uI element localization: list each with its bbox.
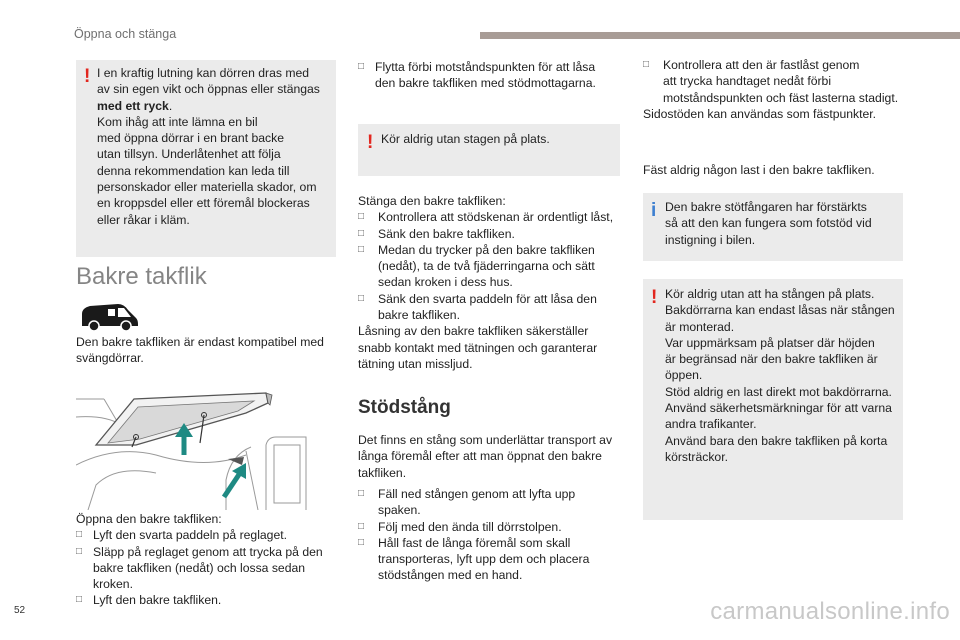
warning-text-col3: Kör aldrig utan att ha stången på plats. Bakdörrarna kan endast låsas när stången är monterad. Var uppmärksam på platser där höjden är begränsad när den bakre takfliken är öppen. Stöd aldrig en last direkt mot bakdörrarna. Använd säkerhetsmärkningar för att varna andra trafikanter. Använd bara den bakre takfliken på korta körsträckor. xyxy=(665,287,895,464)
list-item-text: Medan du trycker på den bakre takfliken (nedåt), ta de två fjäderringarna och sätt sedan kroken i dess hus. xyxy=(378,242,595,290)
checkbox-icon: □ xyxy=(76,594,83,606)
list-item-text: Sänk den bakre takfliken. xyxy=(378,226,515,241)
info-icon: i xyxy=(651,200,657,221)
list-item xyxy=(358,486,628,519)
info-text: Den bakre stötfångaren har förstärkts så att den kan fungera som fotstöd vid instigning i bilen. xyxy=(665,200,872,247)
list-item-text: Lyft den svarta paddeln på reglaget. xyxy=(93,528,288,543)
list-item xyxy=(76,544,338,593)
list-item-text: Flytta förbi motståndspunkten för att låsa den bakre takfliken med stödmottagarna. xyxy=(375,60,596,91)
list-item-text: Lyft den bakre takfliken. xyxy=(93,593,222,608)
list-item-text: Sänk den svarta paddeln för att låsa den bakre takfliken. xyxy=(378,291,597,323)
watermark: carmanualsonline.info xyxy=(710,598,950,625)
side-text: Sidostöden kan användas som fästpunkter. xyxy=(643,106,877,121)
warning-rest: Kom ihåg att inte lämna en bil med öppna dörrar i en brant backe utan tillsyn. Underlåtenhet att följa denna rekommendation kan leda till personskador eller materiella skador, om en kroppsdel eller ett föremål blockeras eller råkar i kläm. xyxy=(97,114,317,227)
warning-line-1: I en kraftig lutning kan dörren dras med xyxy=(97,66,310,80)
warning-line-3-tail: . xyxy=(168,98,173,113)
list-item xyxy=(643,57,913,106)
heading-stodstang: Stödstång xyxy=(358,397,451,418)
warning-text-col1 xyxy=(97,65,332,228)
no-load-text: Fäst aldrig någon last i den bakre takfliken. xyxy=(643,163,875,177)
warning-icon: ! xyxy=(367,132,374,153)
checkbox-icon: □ xyxy=(358,520,365,532)
list-item xyxy=(358,242,628,291)
header-bar xyxy=(480,32,960,39)
list-item-text: Kontrollera att stödskenan är ordentligt låst, xyxy=(378,210,614,225)
warning-bold-phrase: med ett ryck xyxy=(97,98,169,113)
checkbox-icon: □ xyxy=(358,488,365,499)
col2-top-step xyxy=(358,59,628,92)
list-item xyxy=(358,535,628,584)
list-item xyxy=(358,291,628,324)
list-item xyxy=(76,527,338,543)
checkbox-icon: □ xyxy=(358,292,365,304)
section-title: Öppna och stänga xyxy=(74,27,177,41)
bar-steps xyxy=(358,486,628,584)
checkbox-icon: □ xyxy=(358,61,365,72)
warning-icon: ! xyxy=(651,287,658,308)
list-item-text: Håll fast de långa föremål som skall transporteras, lyft upp dem och placera stödstången med en hand. xyxy=(378,535,590,583)
open-intro: Öppna den bakre takfliken: xyxy=(76,512,222,526)
list-item-text: Följ med den ända till dörrstolpen. xyxy=(378,519,562,534)
checkbox-icon: □ xyxy=(358,243,365,255)
col3-top xyxy=(643,57,913,122)
warning-line-2: av sin egen vikt och öppnas eller stängas xyxy=(97,82,320,97)
list-item xyxy=(358,226,628,242)
list-item xyxy=(358,59,628,92)
list-item-text: Släpp på reglaget genom att trycka på den bakre takfliken (nedåt) och lossa sedan kroken. xyxy=(93,544,323,592)
checkbox-icon: □ xyxy=(643,59,650,70)
compat-text: Den bakre takfliken är endast kompatibel med svängdörrar. xyxy=(76,335,324,366)
list-item xyxy=(358,209,628,225)
list-item xyxy=(76,592,338,608)
open-instructions xyxy=(76,511,338,609)
list-item xyxy=(358,519,628,535)
checkbox-icon: □ xyxy=(358,536,365,548)
rear-flap-illustration xyxy=(76,385,336,510)
bar-intro: Det finns en stång som underlättar transport av långa föremål efter att man öppnat den bakre takfliken. xyxy=(358,433,613,480)
checkbox-icon: □ xyxy=(76,545,83,557)
warning-icon: ! xyxy=(84,66,91,87)
checkbox-icon: □ xyxy=(76,529,83,541)
list-item-text: Fäll ned stången genom att lyfta upp spaken. xyxy=(378,487,576,518)
close-intro: Stänga den bakre takfliken: xyxy=(358,194,506,208)
heading-bakre-takflik: Bakre takflik xyxy=(76,263,207,290)
warning-line-3 xyxy=(97,98,332,114)
van-icon xyxy=(80,300,140,332)
warning-text-col2: Kör aldrig utan stagen på plats. xyxy=(381,132,550,146)
close-instructions xyxy=(358,193,628,372)
checkbox-icon: □ xyxy=(358,227,365,239)
page-number: 52 xyxy=(14,605,26,616)
list-item-text: Kontrollera att den är fastlåst genom att trycka handtaget nedåt förbi motståndspunkten och fäst lasterna stadigt. xyxy=(663,58,899,105)
lock-text: Låsning av den bakre takfliken säkerställer snabb kontakt med tätningen och garanterar tätning utan missljud. xyxy=(358,324,598,371)
checkbox-icon: □ xyxy=(358,211,365,223)
